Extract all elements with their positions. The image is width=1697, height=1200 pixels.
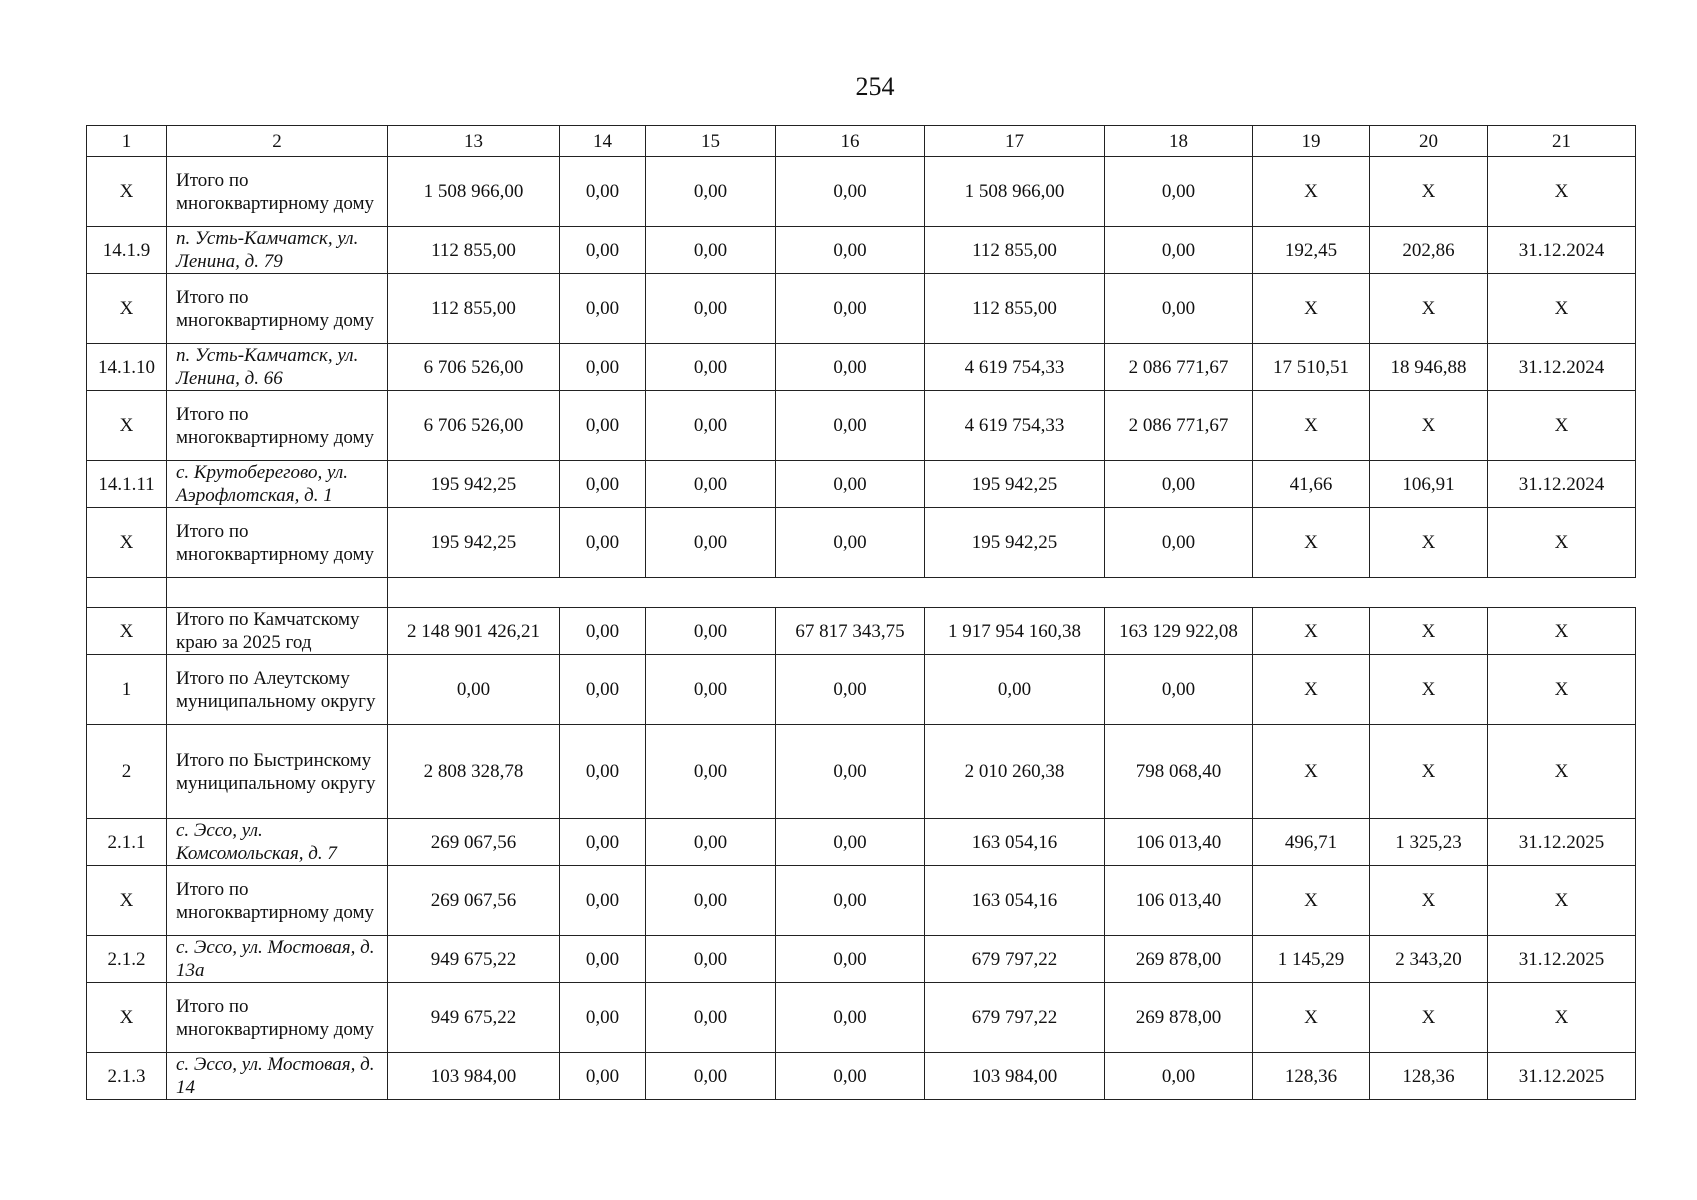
value-cell: 679 797,22 [925,983,1105,1053]
object-name-cell: Итого по Алеутскому муниципальному округу [167,655,388,725]
value-cell: X [1370,608,1488,655]
value-cell: 0,00 [646,819,776,866]
value-cell: X [1488,274,1636,344]
value-cell: 4 619 754,33 [925,344,1105,391]
value-cell: 0,00 [646,866,776,936]
row-number-cell: 2.1.3 [87,1053,167,1100]
object-name-cell: Итого по Камчатскому краю за 2025 год [167,608,388,655]
value-cell: 0,00 [776,655,925,725]
table-body [87,126,1636,1100]
value-cell: 0,00 [646,274,776,344]
value-cell: 0,00 [776,1053,925,1100]
object-name-cell: с. Эссо, ул. Мостовая, д. 14 [167,1053,388,1100]
value-cell: 949 675,22 [388,983,560,1053]
value-cell: 31.12.2024 [1488,344,1636,391]
value-cell: X [1370,274,1488,344]
column-header: 2 [167,126,388,157]
value-cell: 192,45 [1253,227,1370,274]
value-cell: 269 067,56 [388,819,560,866]
table-row [87,655,1636,725]
column-header: 20 [1370,126,1488,157]
value-cell: 0,00 [925,655,1105,725]
value-cell: 112 855,00 [925,274,1105,344]
table-row [87,508,1636,578]
value-cell: 6 706 526,00 [388,391,560,461]
value-cell: 0,00 [646,936,776,983]
value-cell: 17 510,51 [1253,344,1370,391]
value-cell: 0,00 [776,344,925,391]
object-name-cell: Итого по многоквартирному дому [167,508,388,578]
value-cell: 202,86 [1370,227,1488,274]
row-number-cell: X [87,391,167,461]
column-header: 14 [560,126,646,157]
value-cell: 0,00 [560,227,646,274]
value-cell: 2 343,20 [1370,936,1488,983]
value-cell: 0,00 [560,274,646,344]
row-number-cell: X [87,157,167,227]
empty-cell [388,578,1636,608]
value-cell: 0,00 [560,461,646,508]
value-cell: 18 946,88 [1370,344,1488,391]
value-cell: 0,00 [1105,1053,1253,1100]
value-cell: 195 942,25 [925,508,1105,578]
value-cell: X [1370,866,1488,936]
value-cell: 31.12.2024 [1488,227,1636,274]
value-cell: 195 942,25 [388,461,560,508]
value-cell: 67 817 343,75 [776,608,925,655]
row-number-cell: X [87,274,167,344]
value-cell: 496,71 [1253,819,1370,866]
value-cell: 2 148 901 426,21 [388,608,560,655]
value-cell: 0,00 [776,819,925,866]
value-cell: 6 706 526,00 [388,344,560,391]
value-cell: X [1488,391,1636,461]
object-name-cell: с. Эссо, ул. Мостовая, д. 13а [167,936,388,983]
value-cell: 0,00 [560,819,646,866]
row-number-cell: 2.1.1 [87,819,167,866]
object-name-cell: Итого по многоквартирному дому [167,866,388,936]
value-cell: 31.12.2025 [1488,819,1636,866]
data-table [86,125,1636,1100]
value-cell: X [1253,391,1370,461]
value-cell: X [1253,608,1370,655]
value-cell: X [1253,725,1370,819]
value-cell: 128,36 [1253,1053,1370,1100]
value-cell: 0,00 [646,508,776,578]
value-cell: X [1253,983,1370,1053]
row-number-cell: 2 [87,725,167,819]
object-name-cell: Итого по многоквартирному дому [167,157,388,227]
value-cell: 679 797,22 [925,936,1105,983]
value-cell: X [1370,655,1488,725]
value-cell: 31.12.2025 [1488,936,1636,983]
column-header: 21 [1488,126,1636,157]
table-row [87,227,1636,274]
value-cell: 0,00 [646,725,776,819]
value-cell: 0,00 [560,1053,646,1100]
value-cell: 269 878,00 [1105,936,1253,983]
value-cell: 0,00 [646,227,776,274]
value-cell: X [1488,157,1636,227]
value-cell: 0,00 [646,157,776,227]
value-cell: 0,00 [646,1053,776,1100]
row-number-cell: 2.1.2 [87,936,167,983]
value-cell: X [1488,866,1636,936]
value-cell: 4 619 754,33 [925,391,1105,461]
value-cell: 0,00 [1105,461,1253,508]
value-cell: 0,00 [560,725,646,819]
value-cell: 1 145,29 [1253,936,1370,983]
value-cell: 195 942,25 [388,508,560,578]
value-cell: 0,00 [776,274,925,344]
value-cell: 1 325,23 [1370,819,1488,866]
empty-separator-row [87,578,1636,608]
value-cell: 41,66 [1253,461,1370,508]
value-cell: X [1488,655,1636,725]
value-cell: 0,00 [1105,274,1253,344]
value-cell: 0,00 [560,344,646,391]
value-cell: 112 855,00 [925,227,1105,274]
object-name-cell: с. Эссо, ул. Комсомольская, д. 7 [167,819,388,866]
value-cell: X [1253,508,1370,578]
value-cell: 163 129 922,08 [1105,608,1253,655]
object-name-cell: Итого по многоквартирному дому [167,983,388,1053]
value-cell: 0,00 [560,983,646,1053]
column-header-row [87,126,1636,157]
column-header: 13 [388,126,560,157]
value-cell: X [1488,983,1636,1053]
value-cell: 949 675,22 [388,936,560,983]
table-row [87,866,1636,936]
value-cell: 0,00 [560,866,646,936]
value-cell: 112 855,00 [388,227,560,274]
column-header: 16 [776,126,925,157]
column-header: 18 [1105,126,1253,157]
value-cell: 0,00 [560,391,646,461]
object-name-cell: Итого по многоквартирному дому [167,274,388,344]
value-cell: 2 086 771,67 [1105,344,1253,391]
value-cell: 0,00 [776,461,925,508]
value-cell: 2 010 260,38 [925,725,1105,819]
value-cell: 0,00 [388,655,560,725]
value-cell: 0,00 [776,508,925,578]
value-cell: X [1370,508,1488,578]
value-cell: X [1370,725,1488,819]
value-cell: 103 984,00 [388,1053,560,1100]
empty-cell [87,578,167,608]
table-row [87,983,1636,1053]
value-cell: 0,00 [646,608,776,655]
value-cell: X [1370,391,1488,461]
value-cell: 106 013,40 [1105,866,1253,936]
object-name-cell: Итого по многоквартирному дому [167,391,388,461]
empty-cell [167,578,388,608]
table-row [87,344,1636,391]
value-cell: 269 067,56 [388,866,560,936]
value-cell: 0,00 [646,344,776,391]
value-cell: 0,00 [776,391,925,461]
value-cell: X [1488,508,1636,578]
value-cell: 269 878,00 [1105,983,1253,1053]
value-cell: 0,00 [776,936,925,983]
table-row [87,608,1636,655]
value-cell: 0,00 [560,608,646,655]
value-cell: 0,00 [1105,157,1253,227]
row-number-cell: X [87,608,167,655]
value-cell: 0,00 [560,655,646,725]
value-cell: 798 068,40 [1105,725,1253,819]
value-cell: 163 054,16 [925,819,1105,866]
value-cell: X [1488,608,1636,655]
value-cell: 0,00 [1105,508,1253,578]
row-number-cell: 14.1.11 [87,461,167,508]
value-cell: 1 508 966,00 [925,157,1105,227]
value-cell: 0,00 [776,866,925,936]
table-row [87,391,1636,461]
value-cell: 163 054,16 [925,866,1105,936]
value-cell: 31.12.2024 [1488,461,1636,508]
value-cell: 0,00 [560,508,646,578]
row-number-cell: 14.1.10 [87,344,167,391]
table-row [87,936,1636,983]
value-cell: 31.12.2025 [1488,1053,1636,1100]
value-cell: 0,00 [646,391,776,461]
column-header: 17 [925,126,1105,157]
value-cell: 1 508 966,00 [388,157,560,227]
object-name-cell: п. Усть-Камчатск, ул. Ленина, д. 79 [167,227,388,274]
page-number: 254 [855,72,895,101]
value-cell: 103 984,00 [925,1053,1105,1100]
value-cell: 0,00 [776,157,925,227]
value-cell: 0,00 [776,725,925,819]
table-row [87,1053,1636,1100]
value-cell: X [1370,157,1488,227]
value-cell: X [1370,983,1488,1053]
value-cell: X [1488,725,1636,819]
row-number-cell: 1 [87,655,167,725]
value-cell: 0,00 [776,227,925,274]
column-header: 1 [87,126,167,157]
table-row [87,461,1636,508]
value-cell: 112 855,00 [388,274,560,344]
table-row [87,819,1636,866]
object-name-cell: п. Усть-Камчатск, ул. Ленина, д. 66 [167,344,388,391]
column-header: 15 [646,126,776,157]
value-cell: 1 917 954 160,38 [925,608,1105,655]
value-cell: 128,36 [1370,1053,1488,1100]
table-row [87,725,1636,819]
column-header: 19 [1253,126,1370,157]
table-row [87,157,1636,227]
value-cell: X [1253,274,1370,344]
value-cell: 2 086 771,67 [1105,391,1253,461]
value-cell: X [1253,655,1370,725]
value-cell: 0,00 [646,461,776,508]
value-cell: 0,00 [646,655,776,725]
value-cell: 0,00 [560,157,646,227]
value-cell: 195 942,25 [925,461,1105,508]
value-cell: 0,00 [560,936,646,983]
value-cell: 0,00 [1105,655,1253,725]
row-number-cell: X [87,983,167,1053]
row-number-cell: X [87,866,167,936]
object-name-cell: Итого по Быстринскому муниципальному округу [167,725,388,819]
row-number-cell: 14.1.9 [87,227,167,274]
value-cell: 0,00 [646,983,776,1053]
value-cell: 2 808 328,78 [388,725,560,819]
object-name-cell: с. Крутоберегово, ул. Аэрофлотская, д. 1 [167,461,388,508]
row-number-cell: X [87,508,167,578]
value-cell: 0,00 [1105,227,1253,274]
value-cell: 0,00 [776,983,925,1053]
table-row [87,274,1636,344]
value-cell: 106 013,40 [1105,819,1253,866]
value-cell: X [1253,157,1370,227]
value-cell: X [1253,866,1370,936]
value-cell: 106,91 [1370,461,1488,508]
